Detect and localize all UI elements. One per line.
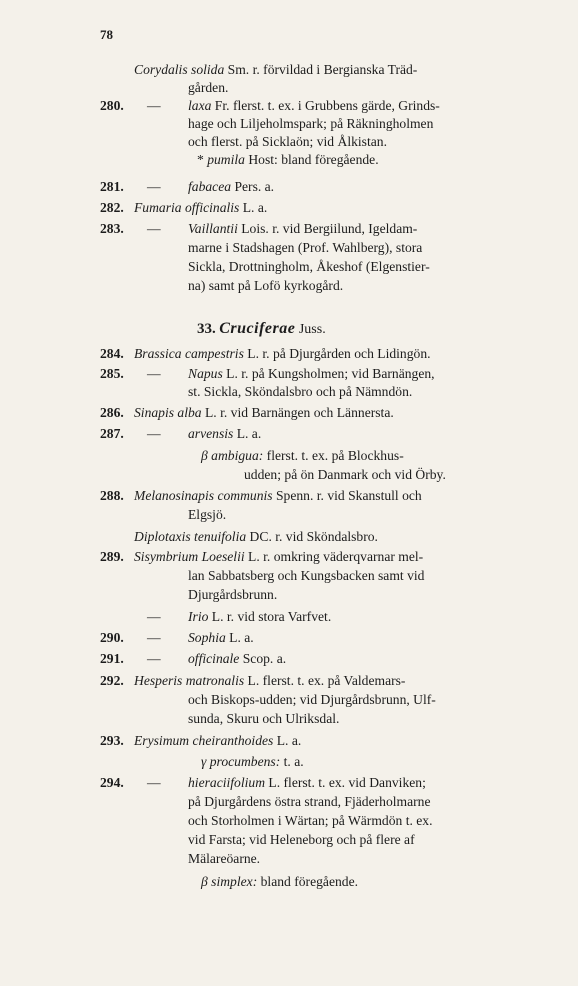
taxon-name: hieraciifolium: [188, 775, 266, 790]
entry-number: 280.: [100, 98, 124, 113]
entry-line: [134, 673, 405, 689]
entry-number: 286.: [100, 405, 124, 420]
entry-number: 285.: [100, 366, 124, 381]
entry-line: [201, 874, 358, 890]
taxon-name: Sinapis alba: [134, 405, 202, 420]
entry-line: Mälareöarne.: [188, 851, 261, 866]
entry-number: 293.: [100, 733, 124, 748]
entry-text: L. r. vid Barnängen och Lännersta.: [201, 405, 394, 420]
entry-number: 294.: [100, 775, 124, 790]
entry-line: lan Sabbatsberg och Kungsbacken samt vid: [188, 568, 425, 583]
section-heading: [197, 320, 326, 338]
entry-text: t. a.: [280, 754, 304, 769]
entry-number: 283.: [100, 221, 124, 236]
entry-line: [188, 426, 261, 442]
entry-text: Scop. a.: [239, 651, 287, 666]
taxon-name: Hesperis matronalis: [134, 673, 245, 688]
taxon-name: β simplex:: [201, 874, 258, 889]
ditto-dash: —: [147, 651, 161, 666]
entry-text: Sm. r. förvildad i Bergianska Träd-: [224, 62, 418, 77]
taxon-name: γ procumbens:: [201, 754, 281, 769]
ditto-dash: —: [147, 366, 161, 381]
entry-text: Spenn. r. vid Skanstull och: [272, 488, 422, 503]
entry-line: [134, 200, 267, 216]
ditto-dash: —: [147, 179, 161, 194]
entry-line: sunda, Skuru och Ulriksdal.: [188, 711, 340, 726]
entry-text: L. flerst. t. ex. vid Danviken;: [265, 775, 426, 790]
entry-text: L. flerst. t. ex. på Valdemars-: [244, 673, 406, 688]
taxon-name: Vaillantii: [188, 221, 238, 236]
entry-line: [201, 448, 404, 464]
taxon-name: Melanosinapis communis: [134, 488, 273, 503]
taxon-name: officinale: [188, 651, 240, 666]
entry-number: 289.: [100, 549, 124, 564]
taxon-name: arvensis: [188, 426, 234, 441]
entry-text: L. r. på Djurgården och Lidingön.: [243, 346, 431, 361]
entry-text: L. a.: [273, 733, 302, 748]
entry-line: [134, 62, 417, 78]
entry-text: DC. r. vid Sköndalsbro.: [246, 529, 378, 544]
entry-line: na) samt på Lofö kyrkogård.: [188, 278, 344, 293]
entry-line: marne i Stadshagen (Prof. Wahlberg), stora: [188, 240, 423, 255]
entry-text: Pers. a.: [231, 179, 275, 194]
entry-text: L. r. omkring väderqvarnar mel-: [244, 549, 424, 564]
entry-number: 284.: [100, 346, 124, 361]
entry-number: 281.: [100, 179, 124, 194]
ditto-dash: —: [147, 609, 161, 624]
entry-text: L. a.: [233, 426, 262, 441]
asterisk-marker: *: [197, 152, 208, 167]
entry-line: [188, 630, 254, 646]
entry-line: [134, 529, 378, 545]
taxon-name: Irio: [188, 609, 209, 624]
entry-line: Elgsjö.: [188, 507, 227, 522]
entry-line: gården.: [188, 80, 229, 95]
taxon-name: Corydalis solida: [134, 62, 225, 77]
entry-text: Host: bland föregående.: [244, 152, 379, 167]
entry-line: Sickla, Drottningholm, Åkeshof (Elgenstier-: [188, 259, 430, 274]
entry-line: [197, 152, 379, 168]
taxon-name: Erysimum cheiranthoides: [134, 733, 274, 748]
entry-line: [134, 733, 301, 749]
entry-line: [134, 549, 423, 565]
entry-line: [134, 488, 422, 504]
family-author: Juss.: [298, 322, 326, 337]
entry-line: udden; på ön Danmark och vid Örby.: [244, 467, 446, 482]
entry-text: Lois. r. vid Bergiilund, Igeldam-: [237, 221, 418, 236]
entry-line: och flerst. på Sicklaön; vid Ålkistan.: [188, 134, 387, 149]
entry-text: bland föregående.: [257, 874, 359, 889]
taxon-name: fabacea: [188, 179, 232, 194]
entry-line: och Biskops-udden; vid Djurgårdsbrunn, Ulf-: [188, 692, 436, 707]
entry-text: L. a.: [225, 630, 254, 645]
taxon-name: pumila: [207, 152, 245, 167]
ditto-dash: —: [147, 426, 161, 441]
entry-line: hage och Liljeholmspark; på Räkningholmen: [188, 116, 434, 131]
family-name: Cruciferae: [219, 320, 296, 337]
entry-line: Djurgårdsbrunn.: [188, 587, 278, 602]
entry-line: [201, 754, 304, 770]
taxon-name: Diplotaxis tenuifolia: [134, 529, 247, 544]
entry-text: flerst. t. ex. på Blockhus-: [263, 448, 404, 463]
taxon-name: Brassica campestris: [134, 346, 244, 361]
entry-number: 292.: [100, 673, 124, 688]
entry-line: vid Farsta; vid Heleneborg och på flere af: [188, 832, 415, 847]
entry-number: 290.: [100, 630, 124, 645]
entry-line: [134, 405, 394, 421]
entry-number: 282.: [100, 200, 124, 215]
entry-line: st. Sickla, Sköndalsbro och på Nämndön.: [188, 384, 413, 399]
entry-line: och Storholmen i Wärtan; på Wärmdön t. ex.: [188, 813, 433, 828]
entry-text: Fr. flerst. t. ex. i Grubbens gärde, Grinds-: [211, 98, 440, 113]
entry-number: 291.: [100, 651, 124, 666]
entry-line: [134, 346, 431, 362]
entry-line: på Djurgårdens östra strand, Fjäderholmarne: [188, 794, 431, 809]
entry-line: [188, 366, 435, 382]
taxon-name: Napus: [188, 366, 223, 381]
taxon-name: laxa: [188, 98, 212, 113]
ditto-dash: —: [147, 221, 161, 236]
taxon-name: Sisymbrium Loeselii: [134, 549, 245, 564]
entry-number: 287.: [100, 426, 124, 441]
ditto-dash: —: [147, 630, 161, 645]
section-number: 33.: [197, 321, 216, 337]
taxon-name: Sophia: [188, 630, 226, 645]
entry-line: [188, 775, 426, 791]
entry-line: [188, 221, 417, 237]
taxon-name: β ambigua:: [201, 448, 264, 463]
entry-text: L. r. vid stora Varfvet.: [208, 609, 332, 624]
entry-line: [188, 179, 274, 195]
taxon-name: Fumaria officinalis: [134, 200, 240, 215]
entry-line: [188, 651, 286, 667]
ditto-dash: —: [147, 775, 161, 790]
entry-line: [188, 98, 440, 114]
entry-text: L. a.: [239, 200, 268, 215]
entry-line: [188, 609, 331, 625]
page-number: 78: [100, 27, 113, 42]
entry-text: L. r. på Kungsholmen; vid Barnängen,: [222, 366, 435, 381]
entry-number: 288.: [100, 488, 124, 503]
ditto-dash: —: [147, 98, 161, 113]
